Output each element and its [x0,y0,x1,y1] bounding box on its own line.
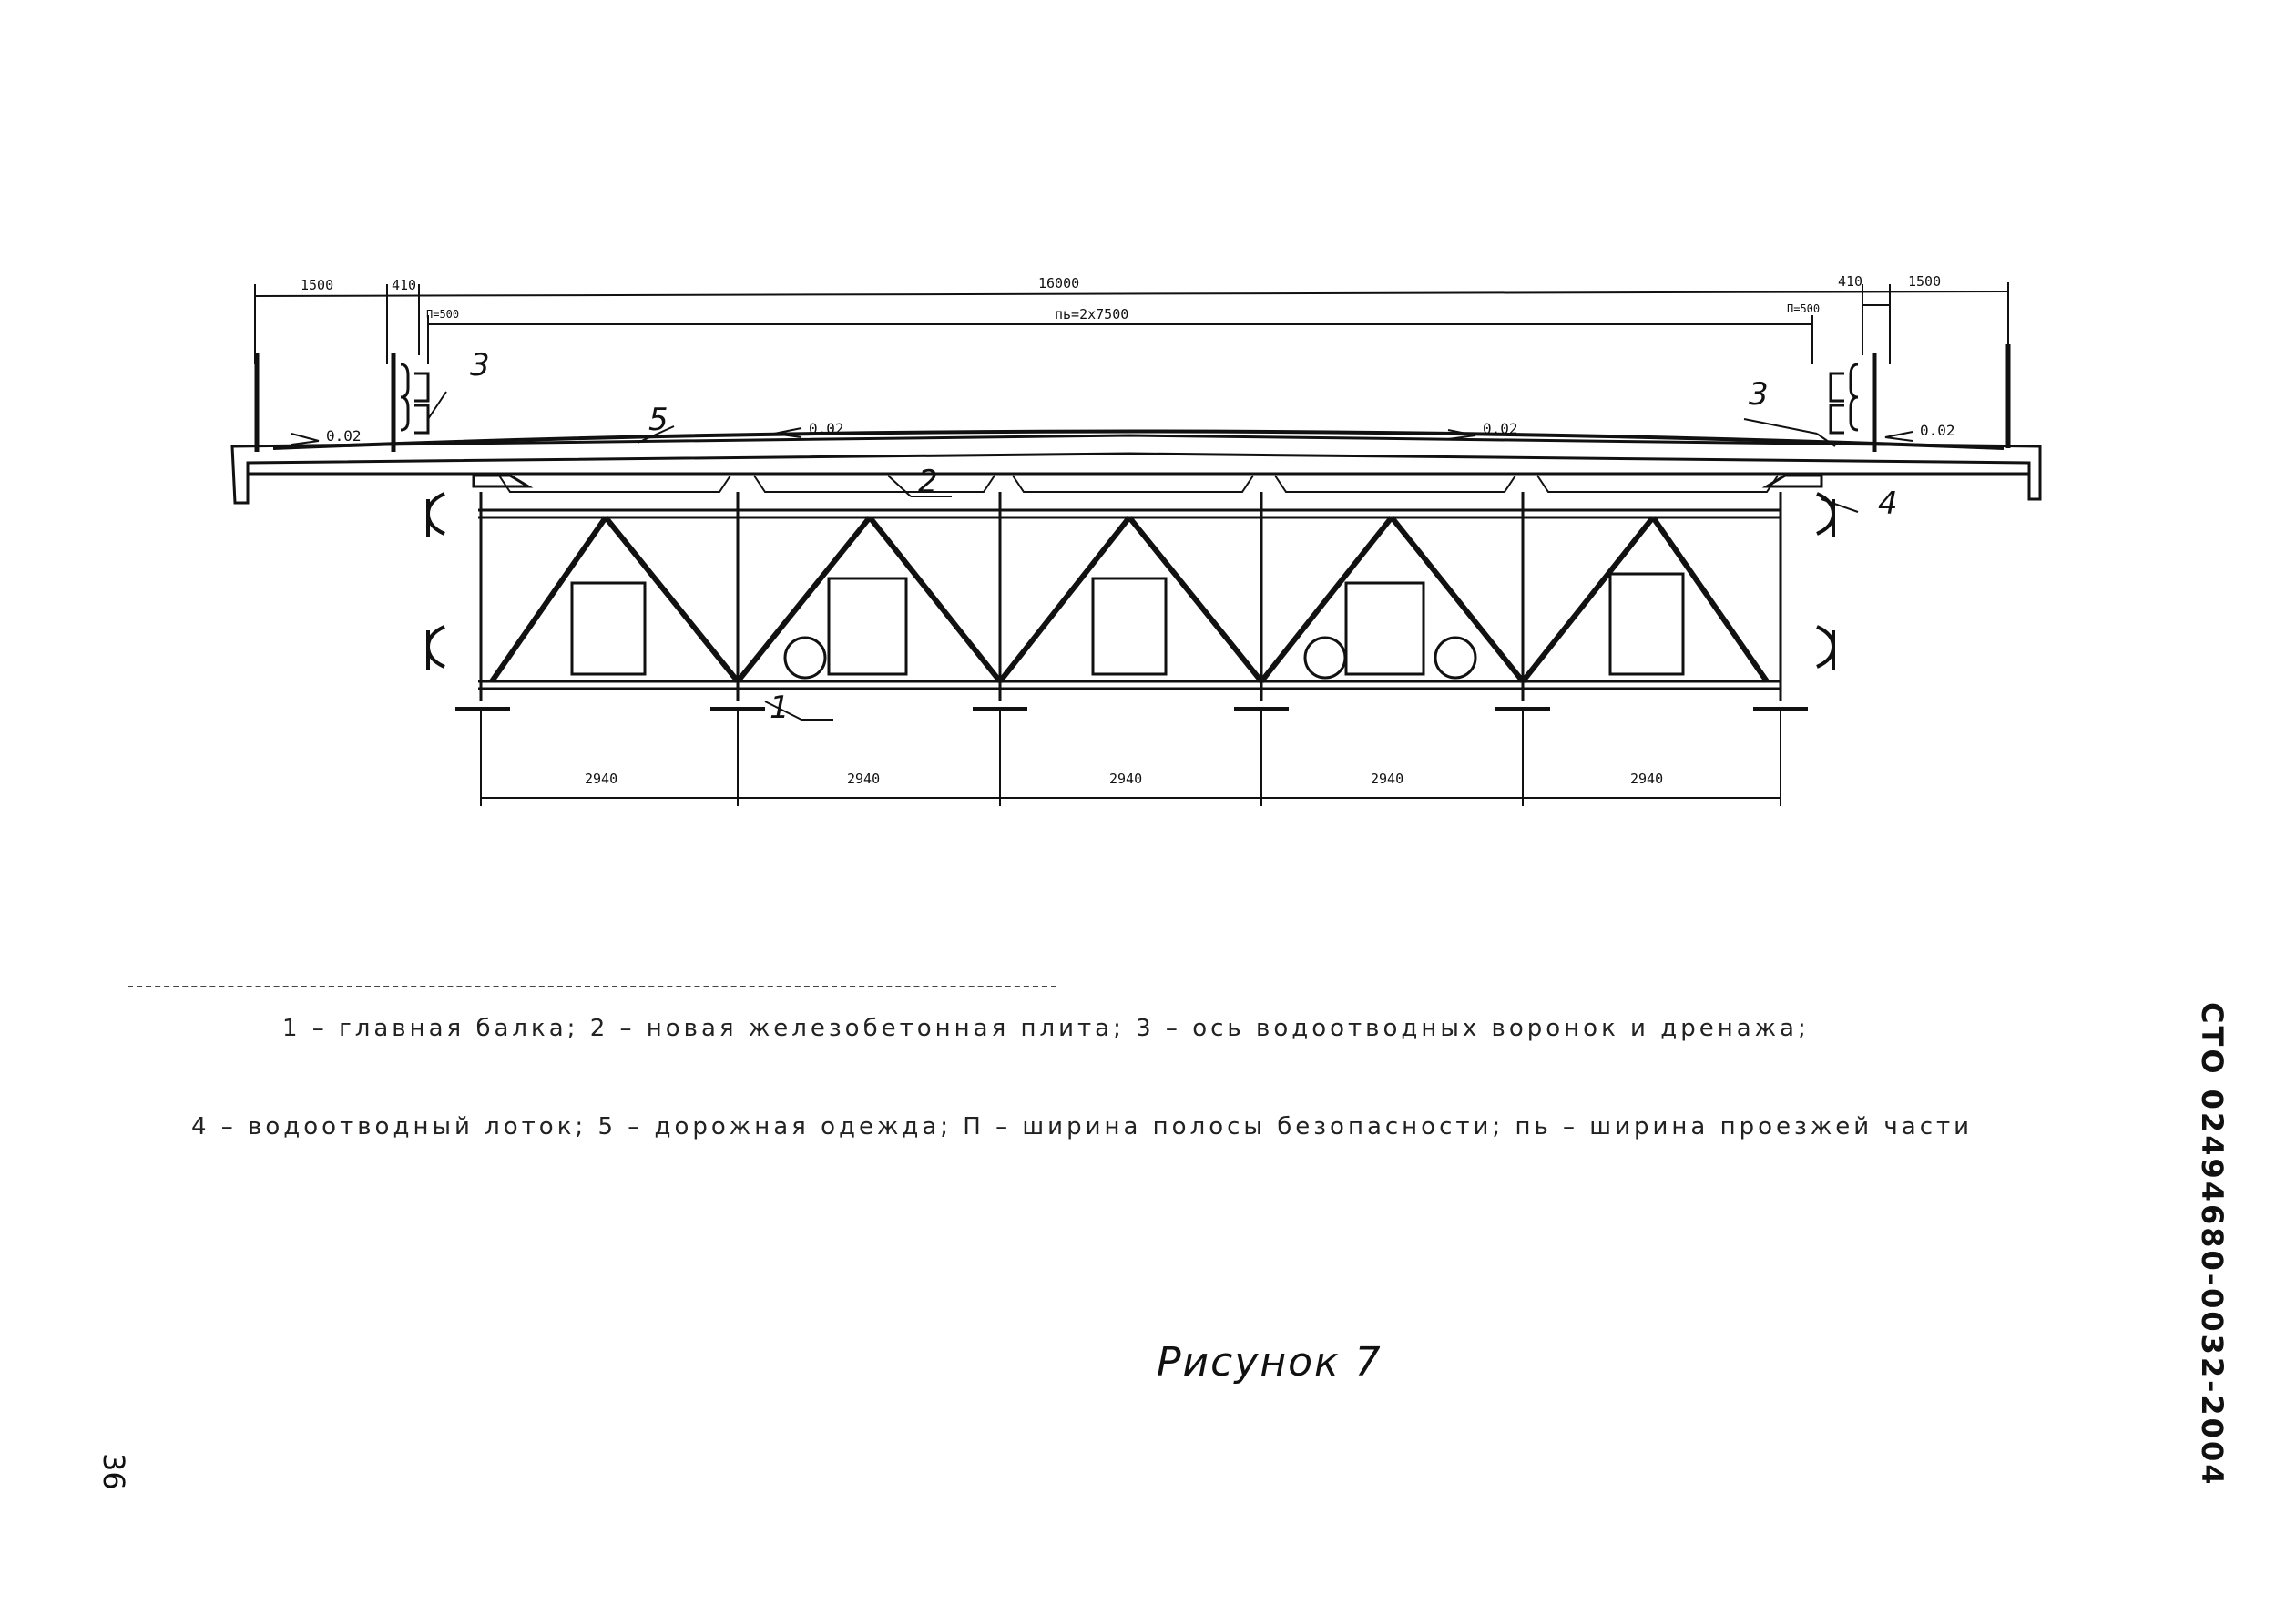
dim-span-3: 2940 [1109,771,1143,787]
dim-carriageway: пь=2x7500 [1055,306,1129,322]
callout-3-left: 3 [470,347,490,384]
dim-safety-right: П=500 [1787,302,1821,315]
legend-line-2: 4 – водоотводный лоток; 5 – дорожная одежда; П – ширина полосы безопасности; пь – ширина проезжей части [191,1113,1974,1140]
left-gutter-bracket [428,494,444,670]
dim-curb-right: 410 [1838,273,1863,290]
dim-span-1: 2940 [585,771,618,787]
dim-safety-left: П=500 [426,308,460,321]
callout-5: 5 [648,402,668,438]
right-barrier [1831,364,1858,433]
legend-line-1: 1 – главная балка; 2 – новая железобетонная плита; 3 – ось водоотводных воронок и дренажа; [282,1015,1810,1042]
right-gutter-bracket [1817,494,1833,670]
callout-4: 4 [1878,486,1898,522]
left-barrier [401,364,428,433]
slope-label-1: 0.02 [326,427,362,445]
dim-total: 16000 [1038,275,1080,291]
callout-3-right: 3 [1749,376,1769,413]
legend-separator-rule [128,986,1056,987]
slope-label-3: 0.02 [1483,420,1518,437]
left-railing [257,353,393,452]
dim-sidewalk-right: 1500 [1908,273,1942,290]
dim-span-4: 2940 [1371,771,1404,787]
dim-span-2: 2940 [847,771,881,787]
slope-label-4: 0.02 [1920,422,1955,439]
document-code [2184,1002,2239,1512]
dim-span-5: 2940 [1630,771,1664,787]
slope-label-2: 0.02 [809,420,844,437]
callout-2: 2 [918,464,938,500]
figure-caption: Рисунок 7 [1157,1339,1383,1386]
main-beam-truss [455,492,1808,709]
callout-1: 1 [770,690,790,726]
dim-sidewalk-left: 1500 [301,277,334,293]
document-code-text: СТО 02494680-0032-2004 [2195,1002,2230,1488]
page-number [98,1453,135,1517]
span-dimension-chain [481,711,1781,806]
dim-curb-left: 410 [392,277,417,293]
precast-slab-panels [499,476,1778,492]
pavement-layer [273,432,2004,449]
top-dimension-chain [255,282,2008,364]
page-number-text: 36 [97,1453,131,1490]
